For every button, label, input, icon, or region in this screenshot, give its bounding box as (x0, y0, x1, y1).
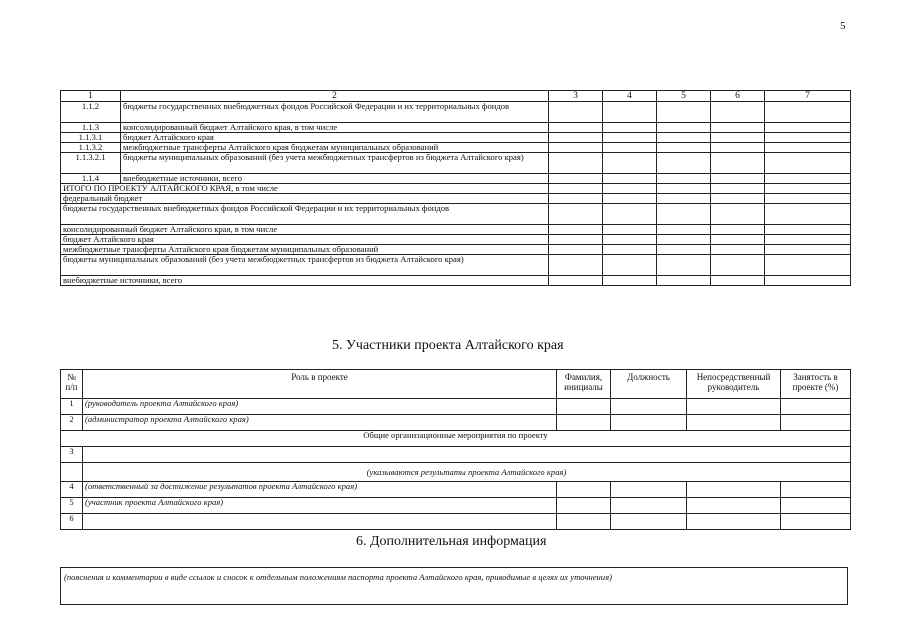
cell (611, 498, 687, 514)
cell (657, 174, 711, 184)
cell (549, 235, 603, 245)
cell (603, 245, 657, 255)
row-role: (участник проекта Алтайского края) (83, 498, 557, 514)
cell (611, 399, 687, 415)
col-header: 5 (657, 91, 711, 102)
cell (549, 225, 603, 235)
cell (711, 204, 765, 225)
cell (765, 225, 851, 235)
cell (765, 133, 851, 143)
cell (603, 276, 657, 286)
general-activities-label: Общие организационные мероприятия по проекту (61, 431, 851, 447)
cell (765, 102, 851, 123)
cell (687, 498, 781, 514)
budget-header-row (61, 91, 851, 102)
cell (557, 482, 611, 498)
section-5-title: 5. Участники проекта Алтайского края (332, 338, 564, 353)
total-row (61, 204, 851, 225)
cell (765, 276, 851, 286)
cell (781, 482, 851, 498)
col-header: 7 (765, 91, 851, 102)
cell (611, 514, 687, 530)
col-header-role: Роль в проекте (83, 370, 557, 399)
cell (687, 482, 781, 498)
cell (549, 255, 603, 276)
table-row (61, 143, 851, 153)
cell (603, 235, 657, 245)
cell (603, 174, 657, 184)
cell (603, 102, 657, 123)
cell (657, 255, 711, 276)
total-row-text: межбюджетные трансферты Алтайского края бюджетам муниципальных образований (61, 245, 549, 255)
row-text: межбюджетные трансферты Алтайского края бюджетам муниципальных образований (121, 143, 549, 153)
cell (711, 123, 765, 133)
col-header: 4 (603, 91, 657, 102)
cell (549, 102, 603, 123)
cell (657, 184, 711, 194)
section-6-title: 6. Дополнительная информация (356, 534, 547, 549)
total-row (61, 235, 851, 245)
cell (657, 225, 711, 235)
col-header-num: № п/п (61, 370, 83, 399)
cell (765, 184, 851, 194)
total-row (61, 194, 851, 204)
page-number: 5 (840, 20, 846, 32)
cell (549, 153, 603, 174)
cell (765, 245, 851, 255)
results-note-row (61, 463, 851, 482)
cell (711, 255, 765, 276)
cell (711, 276, 765, 286)
cell (711, 245, 765, 255)
cell (557, 399, 611, 415)
total-row-text: федеральный бюджет (61, 194, 549, 204)
total-row-text: внебюджетные источники, всего (61, 276, 549, 286)
col-header: 2 (121, 91, 549, 102)
cell (549, 194, 603, 204)
cell (711, 194, 765, 204)
total-row (61, 225, 851, 235)
cell (657, 133, 711, 143)
row-role: (ответственный за достижение результатов проекта Алтайского края) (83, 482, 557, 498)
cell (687, 399, 781, 415)
cell (765, 123, 851, 133)
cell (781, 498, 851, 514)
cell (657, 194, 711, 204)
table-row (61, 153, 851, 174)
row-role: (администратор проекта Алтайского края) (83, 415, 557, 431)
cell (603, 194, 657, 204)
col-header-supervisor: Непосредственный руководитель (687, 370, 781, 399)
cell (603, 153, 657, 174)
cell (603, 143, 657, 153)
cell (781, 415, 851, 431)
table-row (61, 174, 851, 184)
results-note: (указываются результаты проекта Алтайского края) (83, 463, 851, 482)
cell (83, 447, 851, 463)
table-row (61, 447, 851, 463)
cell (549, 245, 603, 255)
cell (687, 415, 781, 431)
cell (687, 514, 781, 530)
cell (657, 235, 711, 245)
total-row (61, 255, 851, 276)
row-num: 1 (61, 399, 83, 415)
cell (765, 235, 851, 245)
table-row (61, 482, 851, 498)
cell (549, 133, 603, 143)
row-code: 1.1.3 (61, 123, 121, 133)
table-row (61, 399, 851, 415)
col-header-position: Должность (611, 370, 687, 399)
cell (603, 184, 657, 194)
cell (549, 174, 603, 184)
cell (711, 225, 765, 235)
row-num: 4 (61, 482, 83, 498)
row-role: (руководитель проекта Алтайского края) (83, 399, 557, 415)
cell (657, 143, 711, 153)
cell (711, 184, 765, 194)
table-row (61, 102, 851, 123)
cell (603, 133, 657, 143)
cell (603, 225, 657, 235)
row-num: 3 (61, 447, 83, 463)
cell (711, 143, 765, 153)
row-code: 1.1.3.2 (61, 143, 121, 153)
col-header-employment: Занятость в проекте (%) (781, 370, 851, 399)
row-code: 1.1.3.1 (61, 133, 121, 143)
col-header: 1 (61, 91, 121, 102)
total-row-text: бюджет Алтайского края (61, 235, 549, 245)
total-row (61, 276, 851, 286)
cell (549, 143, 603, 153)
cell (657, 153, 711, 174)
row-code: 1.1.2 (61, 102, 121, 123)
cell (603, 204, 657, 225)
total-row-text: бюджеты государственных внебюджетных фондов Российской Федерации и их территориальных фондов (61, 204, 549, 225)
cell (711, 235, 765, 245)
row-num: 6 (61, 514, 83, 530)
cell (765, 194, 851, 204)
cell (603, 123, 657, 133)
row-code: 1.1.4 (61, 174, 121, 184)
cell (657, 102, 711, 123)
row-code: 1.1.3.2.1 (61, 153, 121, 174)
cell (765, 153, 851, 174)
cell (765, 174, 851, 184)
cell (781, 399, 851, 415)
budget-table (60, 90, 851, 286)
table-row (61, 133, 851, 143)
participants-header-row (61, 370, 851, 399)
table-row (61, 498, 851, 514)
cell (549, 123, 603, 133)
additional-info-box: (пояснения и комментарии в виде ссылок и сносок к отдельным положениям паспорта проекта Алтайского края, приводимые в целях их уточнения) (60, 567, 848, 605)
cell (61, 463, 83, 482)
row-num: 5 (61, 498, 83, 514)
cell (711, 133, 765, 143)
cell (765, 255, 851, 276)
row-text: бюджеты государственных внебюджетных фондов Российской Федерации и их территориальных фондов (121, 102, 549, 123)
total-row-text: ИТОГО ПО ПРОЕКТУ АЛТАЙСКОГО КРАЯ, в том числе (61, 184, 549, 194)
cell (549, 184, 603, 194)
row-text: консолидированный бюджет Алтайского края, в том числе (121, 123, 549, 133)
row-text: бюджет Алтайского края (121, 133, 549, 143)
cell (549, 204, 603, 225)
cell (711, 102, 765, 123)
col-header: 3 (549, 91, 603, 102)
cell (557, 514, 611, 530)
cell (557, 498, 611, 514)
row-num: 2 (61, 415, 83, 431)
cell (711, 174, 765, 184)
total-row (61, 184, 851, 194)
cell (657, 245, 711, 255)
cell (603, 255, 657, 276)
cell (657, 204, 711, 225)
row-text: внебюджетные источники, всего (121, 174, 549, 184)
cell (765, 143, 851, 153)
participants-table (60, 369, 851, 530)
cell (557, 415, 611, 431)
total-row (61, 245, 851, 255)
cell (781, 514, 851, 530)
general-activities-row (61, 431, 851, 447)
total-row-text: бюджеты муниципальных образований (без учета межбюджетных трансфертов из бюджета Алтайского края) (61, 255, 549, 276)
cell (549, 276, 603, 286)
table-row (61, 123, 851, 133)
row-role (83, 514, 557, 530)
cell (611, 415, 687, 431)
table-row (61, 415, 851, 431)
table-row (61, 514, 851, 530)
total-row-text: консолидированный бюджет Алтайского края, в том числе (61, 225, 549, 235)
cell (711, 153, 765, 174)
cell (657, 276, 711, 286)
cell (765, 204, 851, 225)
cell (611, 482, 687, 498)
col-header: 6 (711, 91, 765, 102)
cell (657, 123, 711, 133)
col-header-name: Фамилия, инициалы (557, 370, 611, 399)
row-text: бюджеты муниципальных образований (без учета межбюджетных трансфертов из бюджета Алтайского края) (121, 153, 549, 174)
